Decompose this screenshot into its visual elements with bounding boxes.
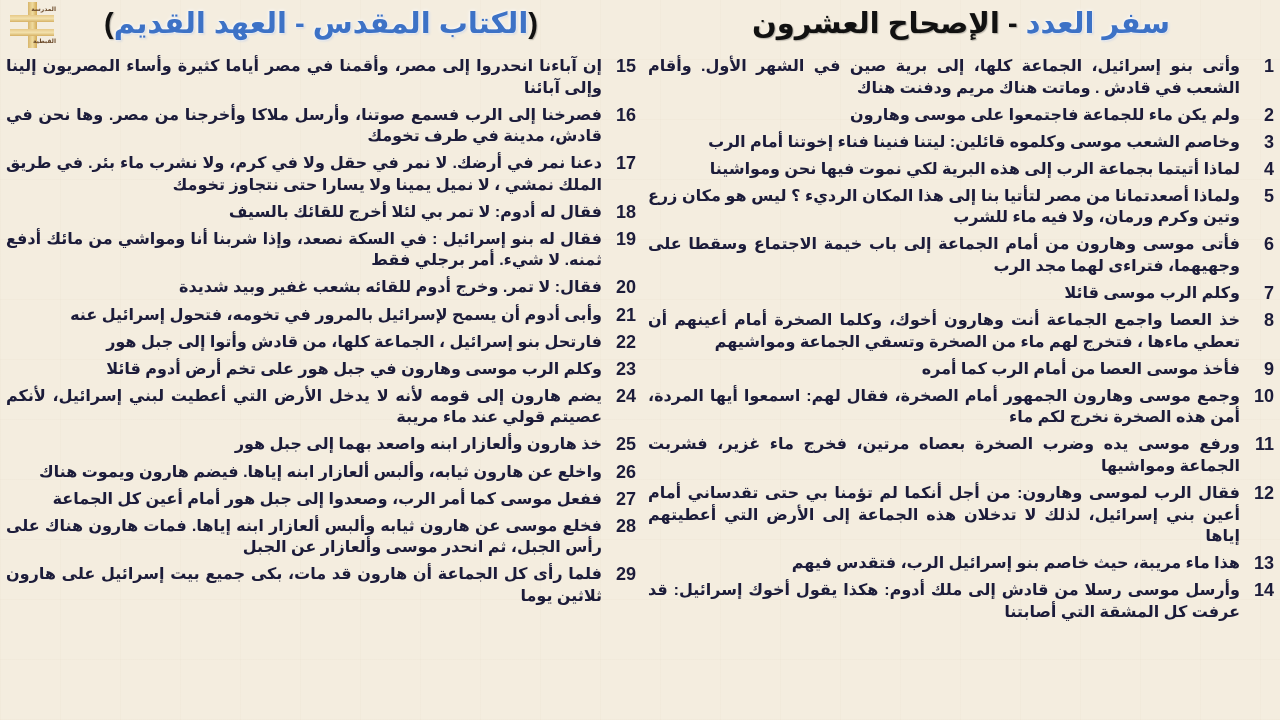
verse-item (648, 310, 1274, 353)
verse-item (648, 283, 1274, 305)
verse-number: 24 (615, 385, 636, 406)
verse-text: ورفع موسى يده وضرب الصخرة بعصاه مرتين، فخرج ماء غزير، فشربت الجماعة ومواشيها (648, 436, 1240, 475)
verse-text: وأتى بنو إسرائيل، الجماعة كلها، إلى برية صين في الشهر الأول. وأقام الشعب في قادش . وماتت هناك مريم ودفنت هناك (648, 58, 1240, 97)
verse-item (6, 564, 636, 607)
verse-text: وخاصم الشعب موسى وكلموه قائلين: ليتنا فنينا فناء إخوتنا أمام الرب (708, 133, 1240, 151)
chapter-title (648, 6, 1274, 56)
verse-number: 11 (1254, 434, 1274, 455)
verse-number: 17 (615, 153, 636, 174)
bible-section-title (6, 6, 636, 56)
verse-number: 20 (615, 277, 636, 298)
verse-text: وكلم الرب موسى قائلا (1064, 285, 1240, 303)
verse-number: 3 (1263, 131, 1274, 152)
verse-number: 22 (615, 331, 636, 352)
verse-item (648, 132, 1274, 154)
verse-number: 8 (1263, 310, 1274, 331)
verse-item (6, 332, 636, 354)
verse-item (648, 483, 1274, 548)
verse-list-right (648, 56, 1274, 623)
verse-number: 18 (615, 201, 636, 222)
verse-item (648, 105, 1274, 127)
verse-text: ولم يكن ماء للجماعة فاجتمعوا على موسى وهارون (849, 106, 1240, 124)
verse-text: دعنا نمر في أرضك. لا نمر في حقل ولا في كرم، ولا نشرب ماء بئر. في طريق الملك نمشي ، لا نميل يمينا ولا يسارا حتى نتجاوز تخومك (6, 155, 602, 194)
verse-item (6, 305, 636, 327)
verse-text: ولماذا أصعدتمانا من مصر لتأتيا بنا إلى هذا المكان الرديء ؟ ليس هو مكان زرع وتين وكرم ورمان، ولا فيه ماء للشرب (648, 187, 1240, 227)
verse-number: 2 (1263, 104, 1274, 125)
verse-item (6, 277, 636, 299)
verse-text: وأرسل موسى رسلا من قادش إلى ملك أدوم: هكذا يقول أخوك إسرائيل: قد عرفت كل المشقة التي أصابتنا (648, 582, 1240, 621)
verse-item (6, 153, 636, 196)
left-column (6, 0, 636, 720)
verse-text: فارتحل بنو إسرائيل ، الجماعة كلها، من قادش وأتوا إلى جبل هور (106, 333, 602, 351)
verse-number: 13 (1253, 553, 1274, 574)
verse-text: هذا ماء مريبة، حيث خاصم بنو إسرائيل الرب، فتقدس فيهم (791, 555, 1240, 573)
verse-text: فأخذ موسى العصا من أمام الرب كما أمره (921, 360, 1240, 378)
verse-number: 6 (1263, 234, 1274, 255)
verse-number: 21 (615, 304, 636, 325)
verse-number: 4 (1263, 158, 1274, 179)
verse-item (6, 359, 636, 381)
verse-text: فقال له أدوم: لا تمر بي لئلا أخرج للقائك بالسيف (228, 203, 602, 221)
verse-text: إن آباءنا انحدروا إلى مصر، وأقمنا في مصر أياما كثيرة وأساء المصريون إلينا وإلى آبائنا (6, 58, 602, 97)
verse-item (6, 516, 636, 559)
verse-number: 27 (615, 488, 636, 509)
verse-number: 28 (615, 515, 636, 536)
verse-item (648, 186, 1274, 229)
verse-item (648, 580, 1274, 623)
verse-item (6, 434, 636, 456)
logo-top-label: المدرسة (31, 7, 56, 13)
right-column (648, 0, 1274, 720)
testament-name: الكتاب المقدس - العهد القديم (113, 8, 529, 40)
verse-text: خذ العصا واجمع الجماعة أنت وهارون أخوك، وكلما الصخرة أمام أعينهم أن تعطي ماءها ، فتخرج لهم ماء من الصخرة وتسقي الجماعة ومواشيهم (648, 312, 1240, 351)
verse-number: 25 (615, 434, 636, 455)
verse-text: ففعل موسى كما أمر الرب، وصعدوا إلى جبل هور أمام أعين كل الجماعة (52, 490, 602, 508)
verse-text: لماذا أتيتما بجماعة الرب إلى هذه البرية لكي نموت فيها نحن ومواشينا (709, 160, 1240, 178)
verse-text: واخلع عن هارون ثيابه، وألبس ألعازار ابنه إياها. فيضم هارون ويموت هناك (38, 463, 602, 481)
verse-number: 29 (615, 564, 636, 585)
verse-item (648, 359, 1274, 381)
verse-text: خذ هارون وألعازار ابنه واصعد بهما إلى جبل هور (234, 436, 602, 454)
verse-text: فصرخنا إلى الرب فسمع صوتنا، وأرسل ملاكا وأخرجنا من مصر. وها نحن في قادش، مدينة في طرف تخومك (6, 106, 602, 146)
verse-text: فقال الرب لموسى وهارون: من أجل أنكما لم تؤمنا بي حتى تقدساني أمام أعين بني إسرائيل، لذلك لا تدخلان هذه الجماعة إلى الأرض التي أعطيتهم إياها (648, 485, 1240, 546)
logo-bottom-label: القبطية (32, 39, 56, 45)
verse-item (648, 434, 1274, 477)
verse-number: 14 (1253, 580, 1274, 601)
verse-text: يضم هارون إلى قومه لأنه لا يدخل الأرض التي أعطيت لبني إسرائيل، لأنكم عصيتم قولي عند ماء مريبة (6, 387, 602, 427)
verse-item (648, 553, 1274, 575)
verse-item (6, 202, 636, 224)
verse-number: 16 (615, 104, 636, 125)
verse-item (648, 56, 1274, 99)
verse-text: وجمع موسى وهارون الجمهور أمام الصخرة، فقال لهم: اسمعوا أيها المردة، أمن هذه الصخرة نخرج لكم ماء (648, 387, 1240, 427)
verse-item (648, 159, 1274, 181)
verse-number: 7 (1263, 283, 1274, 304)
title-separator: - (999, 8, 1026, 40)
verse-number: 10 (1253, 385, 1274, 406)
verse-text: فأتى موسى وهارون من أمام الجماعة إلى باب خيمة الاجتماع وسقطا على وجهيهما، فتراءى لهما مجد الرب (648, 236, 1240, 275)
verse-item (6, 105, 636, 148)
verse-number: 5 (1263, 185, 1274, 206)
book-name: سفر العدد (1025, 8, 1170, 40)
verse-item (6, 229, 636, 272)
chapter-name: الإصحاح العشرون (752, 8, 1000, 40)
verse-number: 26 (615, 461, 636, 482)
verse-text: وأبى أدوم أن يسمح لإسرائيل بالمرور في تخومه، فتحول إسرائيل عنه (70, 306, 602, 324)
verse-item (6, 56, 636, 99)
verse-item (648, 234, 1274, 277)
verse-item (6, 462, 636, 484)
verse-number: 19 (615, 228, 636, 249)
verse-text: فقال له بنو إسرائيل : في السكة نصعد، وإذا شربنا أنا ومواشي من مائك أدفع ثمنه. لا شيء. أمر برجلي فقط (6, 230, 602, 270)
open-paren: ( (528, 8, 538, 40)
verse-list-left (6, 56, 636, 607)
verse-number: 12 (1253, 483, 1274, 504)
verse-text: فخلع موسى عن هارون ثيابه وألبس ألعازار ابنه إياها. فمات هارون هناك على رأس الجبل، ثم انحدر موسى وألعازار عن الجبل (6, 517, 602, 557)
verse-item (6, 489, 636, 511)
verse-number: 15 (615, 56, 636, 76)
verse-number: 23 (615, 358, 636, 379)
verse-number: 1 (1263, 56, 1274, 76)
verse-number: 9 (1263, 358, 1274, 379)
verse-text: فلما رأى كل الجماعة أن هارون قد مات، بكى جميع بيت إسرائيل على هارون ثلاثين يوما (6, 566, 602, 605)
verse-item (648, 386, 1274, 429)
verse-item (6, 386, 636, 429)
verse-text: فقال: لا تمر. وخرج أدوم للقائه بشعب غفير وبيد شديدة (179, 279, 602, 297)
close-paren: ) (104, 8, 114, 40)
verse-text: وكلم الرب موسى وهارون في جبل هور على تخم أرض أدوم قائلا (106, 360, 602, 378)
